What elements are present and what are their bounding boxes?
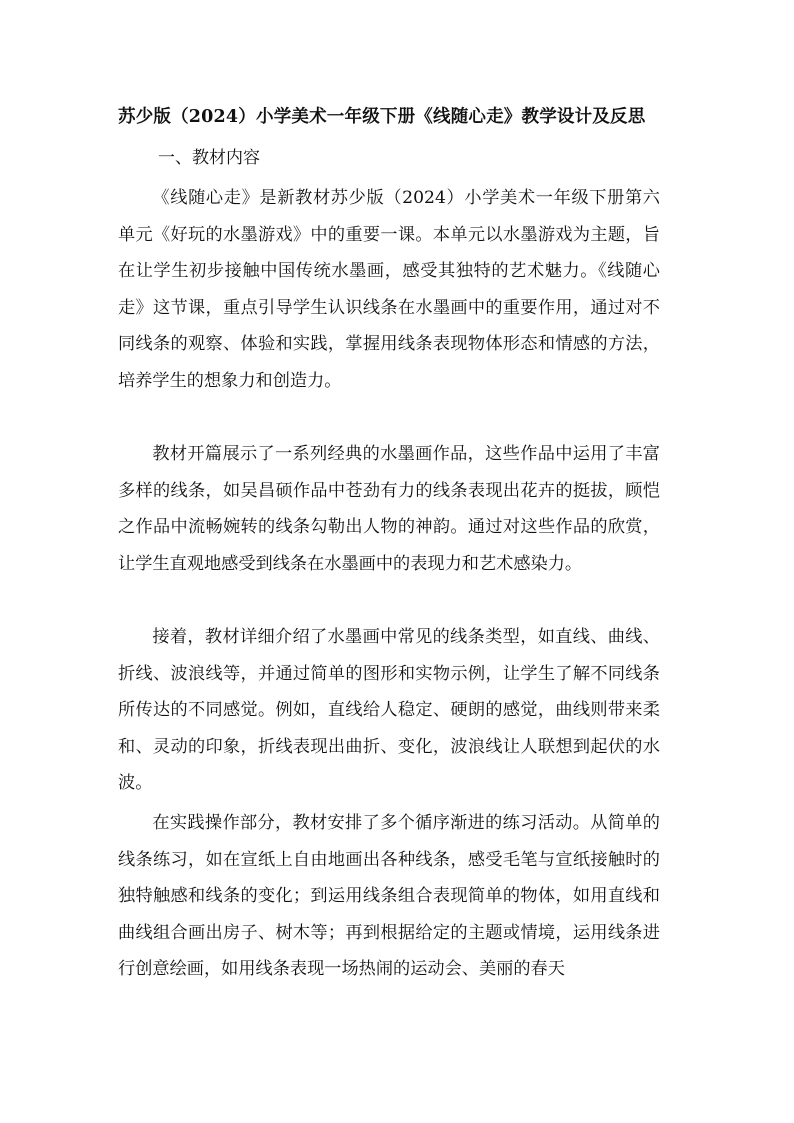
paragraph-1: 《线随心走》是新教材苏少版（2024）小学美术一年级下册第六单元《好玩的水墨游戏》中的重要一课。本单元以水墨游戏为主题，旨在让学生初步接触中国传统水墨画，感受其独特的艺术魅力。《线随心走》这节课，重点引导学生认识线条在水墨画中的重要作用，通过对不同线条的观察、体验和实践，掌握用线条表现物体形态和情感的方法，培养学生的想象力和创造力。 [118,188,660,391]
paragraph-3: 接着，教材详细介绍了水墨画中常见的线条类型，如直线、曲线、折线、波浪线等，并通过简单的图形和实物示例，让学生了解不同线条所传达的不同感觉。例如，直线给人稳定、硬朗的感觉，曲线则带来柔和、灵动的印象，折线表现出曲折、变化，波浪线让人联想到起伏的水波。 [118,627,660,794]
document-title: 苏少版（2024）小学美术一年级下册《线随心走》教学设计及反思 [118,107,646,127]
paragraph-4: 在实践操作部分，教材安排了多个循序渐进的练习活动。从简单的线条练习，如在宣纸上自由地画出各种线条，感受毛笔与宣纸接触时的独特触感和线条的变化；到运用线条组合表现简单的物体，如用直线和曲线组合画出房子、树木等；再到根据给定的主题或情境，运用线条进行创意绘画，如用线条表现一场热闹的运动会、美丽的春天 [118,813,660,980]
paragraph-2: 教材开篇展示了一系列经典的水墨画作品，这些作品中运用了丰富多样的线条，如吴昌硕作品中苍劲有力的线条表现出花卉的挺拔，顾恺之作品中流畅婉转的线条勾勒出人物的神韵。通过对这些作品的欣赏，让学生直观地感受到线条在水墨画中的表现力和艺术感染力。 [118,444,660,574]
section-heading: 一、教材内容 [158,148,260,168]
